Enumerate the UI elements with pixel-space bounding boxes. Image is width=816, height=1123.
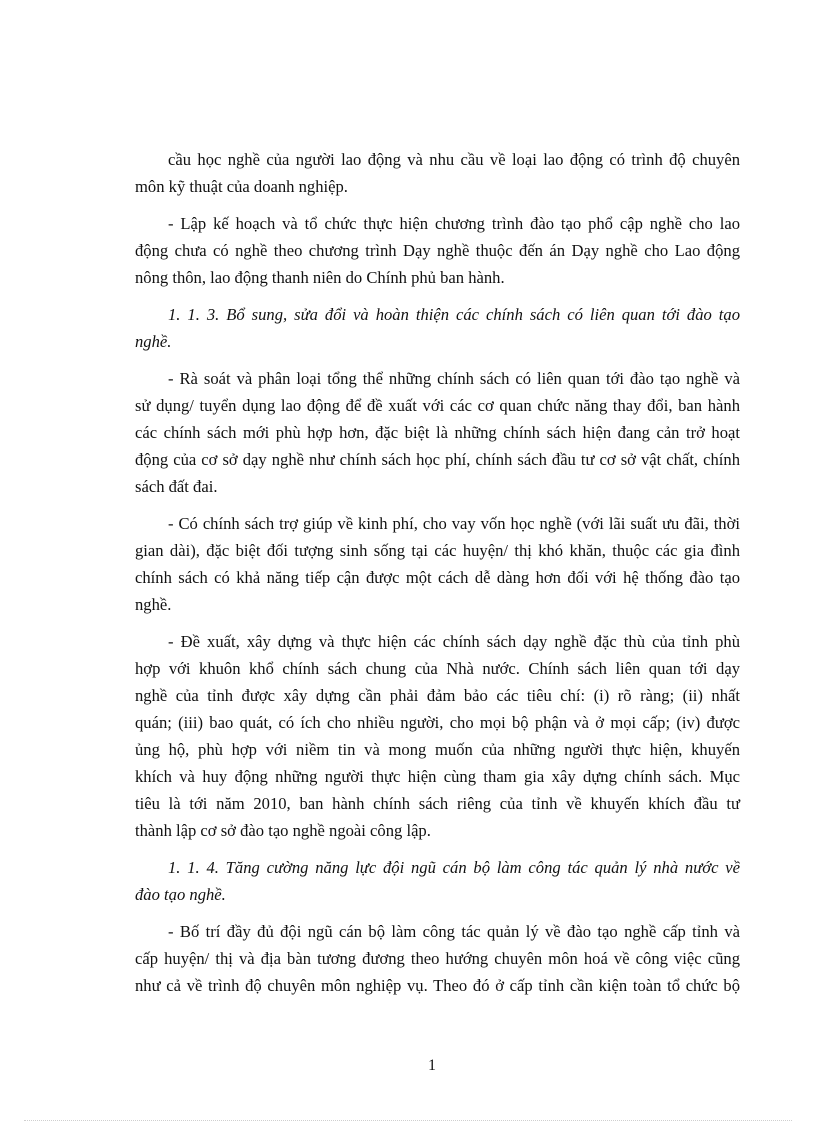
paragraph-1 bbox=[135, 146, 740, 200]
page-number: 1 bbox=[428, 1057, 436, 1074]
section-heading-1-1-3 bbox=[135, 301, 740, 355]
text-line: nông thôn, lao động thanh niên do Chính phủ ban hành. bbox=[135, 268, 505, 287]
section-heading-1-1-4 bbox=[135, 854, 740, 908]
paragraph-5 bbox=[135, 628, 740, 844]
text-line: cấp huyện/ thị và địa bàn tương đương theo hướng chuyên môn hoá về công việc cũng bbox=[135, 949, 740, 968]
text-line: quán; (iii) bao quát, có ích cho nhiều người, cho mọi bộ phận và ở mọi cấp; (iv) được bbox=[135, 713, 740, 732]
text-line: gian dài), đặc biệt đối tượng sinh sống tại các huyện/ thị khó khăn, thuộc các gia đình bbox=[135, 541, 740, 560]
text-line: - Lập kế hoạch và tổ chức thực hiện chương trình đào tạo phổ cập nghề cho lao bbox=[168, 214, 740, 233]
heading-line: nghề. bbox=[135, 332, 172, 351]
text-line: chính sách có khả năng tiếp cận được một cách dễ dàng hơn đối với hệ thống đào tạo bbox=[135, 568, 740, 587]
text-line: như cả về trình độ chuyên môn nghiệp vụ. Theo đó ở cấp tỉnh cần kiện toàn tổ chức bộ bbox=[135, 976, 740, 995]
text-line: cầu học nghề của người lao động và nhu cầu về loại lao động có trình độ chuyên bbox=[168, 150, 740, 169]
text-line: động chưa có nghề theo chương trình Dạy nghề thuộc đến án Dạy nghề cho Lao động bbox=[135, 241, 740, 260]
text-line: - Bố trí đầy đủ đội ngũ cán bộ làm công tác quản lý về đào tạo nghề cấp tỉnh và bbox=[168, 922, 740, 941]
paragraph-2 bbox=[135, 210, 740, 291]
text-line: - Đề xuất, xây dựng và thực hiện các chính sách dạy nghề đặc thù của tỉnh phù bbox=[168, 632, 740, 651]
document-body bbox=[135, 146, 740, 1009]
text-line: hợp với khuôn khổ chính sách chung của Nhà nước. Chính sách liên quan tới dạy bbox=[135, 659, 740, 678]
text-line: động của cơ sở dạy nghề như chính sách học phí, chính sách đầu tư cơ sở vật chất, chính bbox=[135, 450, 740, 469]
text-line: nghề của tỉnh được xây dựng cần phải đảm bảo các tiêu chí: (i) rõ ràng; (ii) nhất bbox=[135, 686, 740, 705]
heading-line: 1. 1. 4. Tăng cường năng lực đội ngũ cán bộ làm công tác quản lý nhà nước về bbox=[168, 858, 740, 877]
paragraph-4 bbox=[135, 510, 740, 618]
paragraph-6 bbox=[135, 918, 740, 999]
text-line: các chính sách mới phù hợp hơn, đặc biệt là những chính sách hiện đang cản trở hoạt bbox=[135, 423, 740, 442]
heading-line: đào tạo nghề. bbox=[135, 885, 226, 904]
page-bottom-divider bbox=[24, 1120, 792, 1121]
text-line: môn kỹ thuật của doanh nghiệp. bbox=[135, 177, 348, 196]
text-line: - Có chính sách trợ giúp về kinh phí, cho vay vốn học nghề (với lãi suất ưu đãi, thời bbox=[168, 514, 740, 533]
paragraph-3 bbox=[135, 365, 740, 500]
text-line: sách đất đai. bbox=[135, 477, 218, 496]
heading-line: 1. 1. 3. Bổ sung, sửa đổi và hoàn thiện các chính sách có liên quan tới đào tạo bbox=[168, 305, 740, 324]
text-line: - Rà soát và phân loại tổng thể những chính sách có liên quan tới đào tạo nghề và bbox=[168, 369, 740, 388]
text-line: ủng hộ, phù hợp với niềm tin và mong muốn của những người thực hiện, khuyến bbox=[135, 740, 740, 759]
text-line: khích và huy động những người thực hiện cùng tham gia xây dựng chính sách. Mục bbox=[135, 767, 740, 786]
text-line: tiêu là tới năm 2010, ban hành chính sách riêng của tỉnh về khuyến khích đầu tư bbox=[135, 794, 740, 813]
text-line: sử dụng/ tuyển dụng lao động để đề xuất với các cơ quan chức năng thay đổi, ban hành bbox=[135, 396, 740, 415]
text-line: nghề. bbox=[135, 595, 172, 614]
text-line: thành lập cơ sở đào tạo nghề ngoài công lập. bbox=[135, 821, 431, 840]
